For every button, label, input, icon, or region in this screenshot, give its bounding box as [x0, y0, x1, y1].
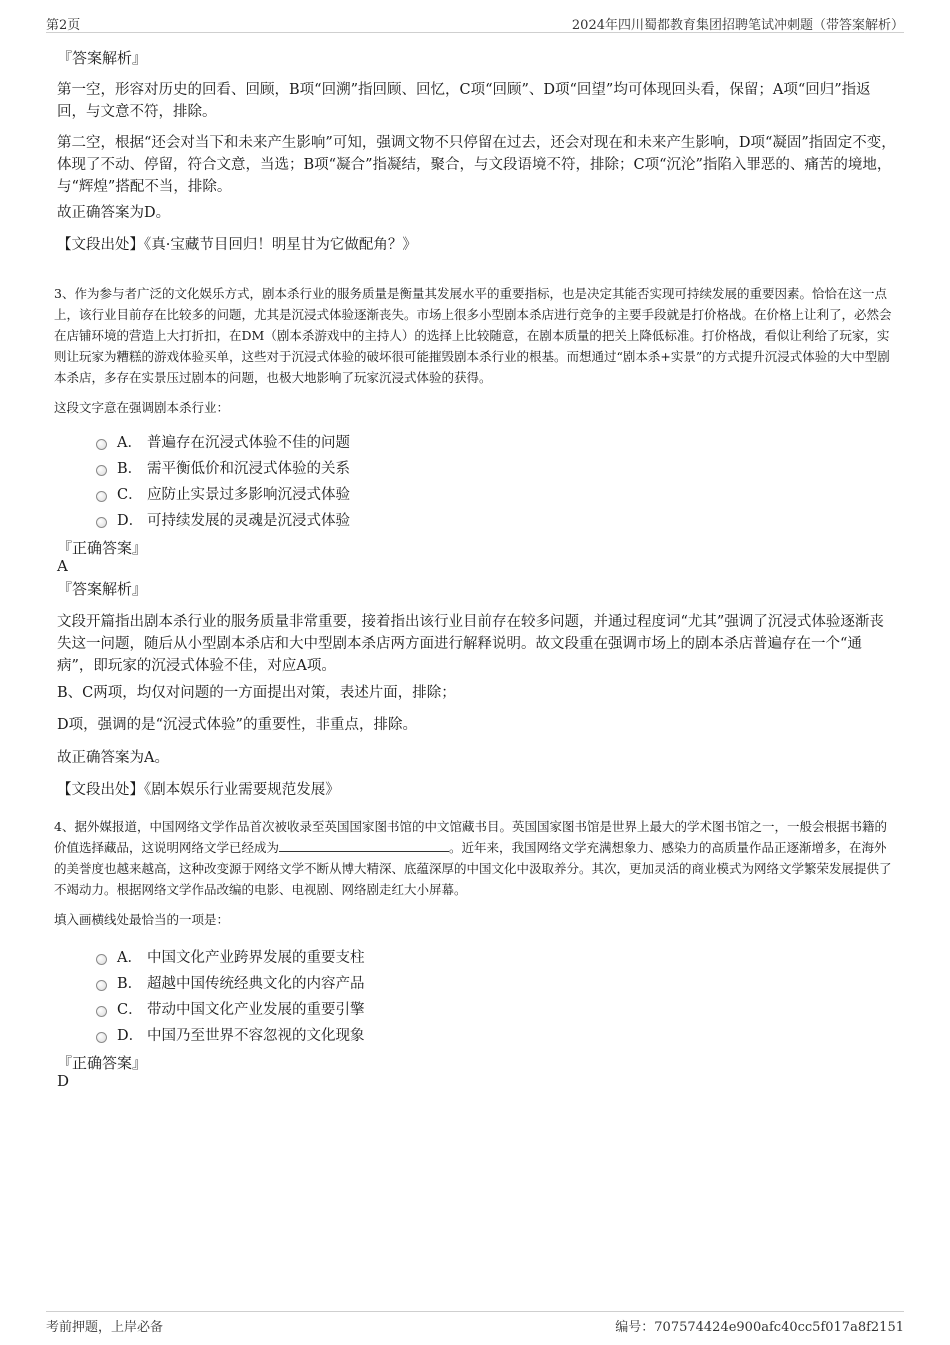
radio-icon[interactable]: [96, 517, 107, 528]
q3-options: [96, 428, 350, 532]
q3-option-a[interactable]: A． 普遍存在沉浸式体验不佳的问题: [96, 428, 350, 454]
page-header: [46, 14, 904, 33]
document-title: 2024年四川蜀都教育集团招聘笔试冲刺题（带答案解析）: [571, 18, 904, 33]
radio-icon[interactable]: [96, 439, 107, 450]
q3-analysis-p3: D项，强调的是“沉浸式体验”的重要性，非重点，排除。: [57, 717, 417, 733]
radio-icon[interactable]: [96, 491, 107, 502]
q2-conclusion: 故正确答案为D。: [57, 205, 171, 221]
q2-analysis-p1: 第一空，形容对历史的回看、回顾，B项“回溯”指回顾、回忆，C项“回顾”、D项“回望”均可体现回头看，保留；A项“回归”指返回，与文意不符，排除。: [57, 82, 871, 120]
q2-analysis-p2: 第二空，根据“还会对当下和未来产生影响”可知，强调文物不只停留在过去，还会对现在和未来产生影响，D项“凝固”指固定不变，体现了不动、停留，符合文意，当选；B项“凝合”指凝结，聚合，与文段语境不符，排除；C项“沉沦”指陷入罪恶的、痛苦的境地，与“辉煌”搭配不当，排除。: [57, 135, 896, 195]
q4-stem: 填入画横线处最恰当的一项是：: [54, 912, 230, 927]
page-number: 第2页: [46, 18, 81, 33]
q3-option-d[interactable]: D． 可持续发展的灵魂是沉浸式体验: [96, 506, 350, 532]
q3-passage: 3、作为参与者广泛的文化娱乐方式，剧本杀行业的服务质量是衡量其发展水平的重要指标，也是决定其能否实现可持续发展的重要因素。恰恰在这一点上，该行业目前存在比较多的问题，尤其是沉浸式体验逐渐丧失。市场上很多小型剧本杀店进行竞争的主要手段就是打价格战。在价格上让利了，必然会在店铺环境的营造上大打折扣，在DM（剧本杀游戏中的主持人）的选择上比较随意，在剧本质量的把关上降低标准。打价格战，看似让利给了玩家，实则让玩家为糟糕的游戏体验买单，这些对于沉浸式体验的破坏很可能摧毁剧本杀行业的根基。而想通过“剧本杀+实景”的方式提升沉浸式体验的大中型剧本杀店，多存在实景压过剧本的问题，也极大地影响了玩家沉浸式体验的获得。: [54, 286, 892, 385]
document-code: 编号：707574424e900afc40cc5f017a8f2151: [615, 1320, 904, 1335]
q3-correct-answer: A: [57, 557, 68, 575]
q3-option-c[interactable]: C． 应防止实景过多影响沉浸式体验: [96, 480, 350, 506]
q3-option-b[interactable]: B． 需平衡低价和沉浸式体验的关系: [96, 454, 350, 480]
q3-analysis-p2: B、C两项，均仅对问题的一方面提出对策，表述片面，排除；: [57, 685, 456, 701]
q4-options: [96, 943, 365, 1047]
page-footer: [46, 1311, 904, 1334]
q4-option-c[interactable]: C． 带动中国文化产业发展的重要引擎: [96, 995, 365, 1021]
q3-analysis-p1: 文段开篇指出剧本杀行业的服务质量非常重要，接着指出该行业目前存在较多问题，并通过程度词“尤其”强调了沉浸式体验逐渐丧失这一问题，随后从小型剧本杀店和大中型剧本杀店两方面进行解释说明。故文段重在强调市场上的剧本杀店普遍存在一个“通病”，即玩家的沉浸式体验不佳，对应A项。: [57, 614, 884, 674]
q4-option-a[interactable]: A． 中国文化产业跨界发展的重要支柱: [96, 943, 365, 969]
q2-analysis-label: 『答案解析』: [57, 49, 148, 67]
fill-in-blank: [279, 838, 449, 852]
radio-icon[interactable]: [96, 980, 107, 991]
q2-source: 【文段出处】《真·宝藏节目回归！明星甘为它做配角？》: [57, 237, 417, 253]
q4-correct-answer: D: [57, 1072, 70, 1090]
radio-icon[interactable]: [96, 465, 107, 476]
q3-analysis-label: 『答案解析』: [57, 580, 148, 598]
q3-conclusion: 故正确答案为A。: [57, 750, 169, 766]
q3-stem: 这段文字意在强调剧本杀行业：: [54, 400, 230, 415]
footer-slogan: 考前押题，上岸必备: [46, 1320, 164, 1335]
q3-correct-label: 『正确答案』: [57, 539, 148, 557]
q4-option-b[interactable]: B． 超越中国传统经典文化的内容产品: [96, 969, 365, 995]
radio-icon[interactable]: [96, 954, 107, 965]
q4-passage: 4、据外媒报道，中国网络文学作品首次被收录至英国国家图书馆的中文馆藏书目。英国国家图书馆是世界上最大的学术图书馆之一，一般会根据书籍的价值选择藏品，这说明网络文学已经成为 。近年来，我国网络文学充满想象力、感染力的高质量作品正逐渐增多，在海外的美誉度也越来越高，这种改变源于网络文学不断从博大精深、底蕴深厚的中国文化中汲取养分。其次，更加灵活的商业模式为网络文学繁荣发展提供了不竭动力。根据网络文学作品改编的电影、电视剧、网络剧走红大小屏幕。: [54, 819, 892, 897]
q3-source: 【文段出处】《剧本娱乐行业需要规范发展》: [57, 782, 340, 798]
q4-option-d[interactable]: D． 中国乃至世界不容忽视的文化现象: [96, 1021, 365, 1047]
radio-icon[interactable]: [96, 1032, 107, 1043]
radio-icon[interactable]: [96, 1006, 107, 1017]
q4-correct-label: 『正确答案』: [57, 1054, 148, 1072]
